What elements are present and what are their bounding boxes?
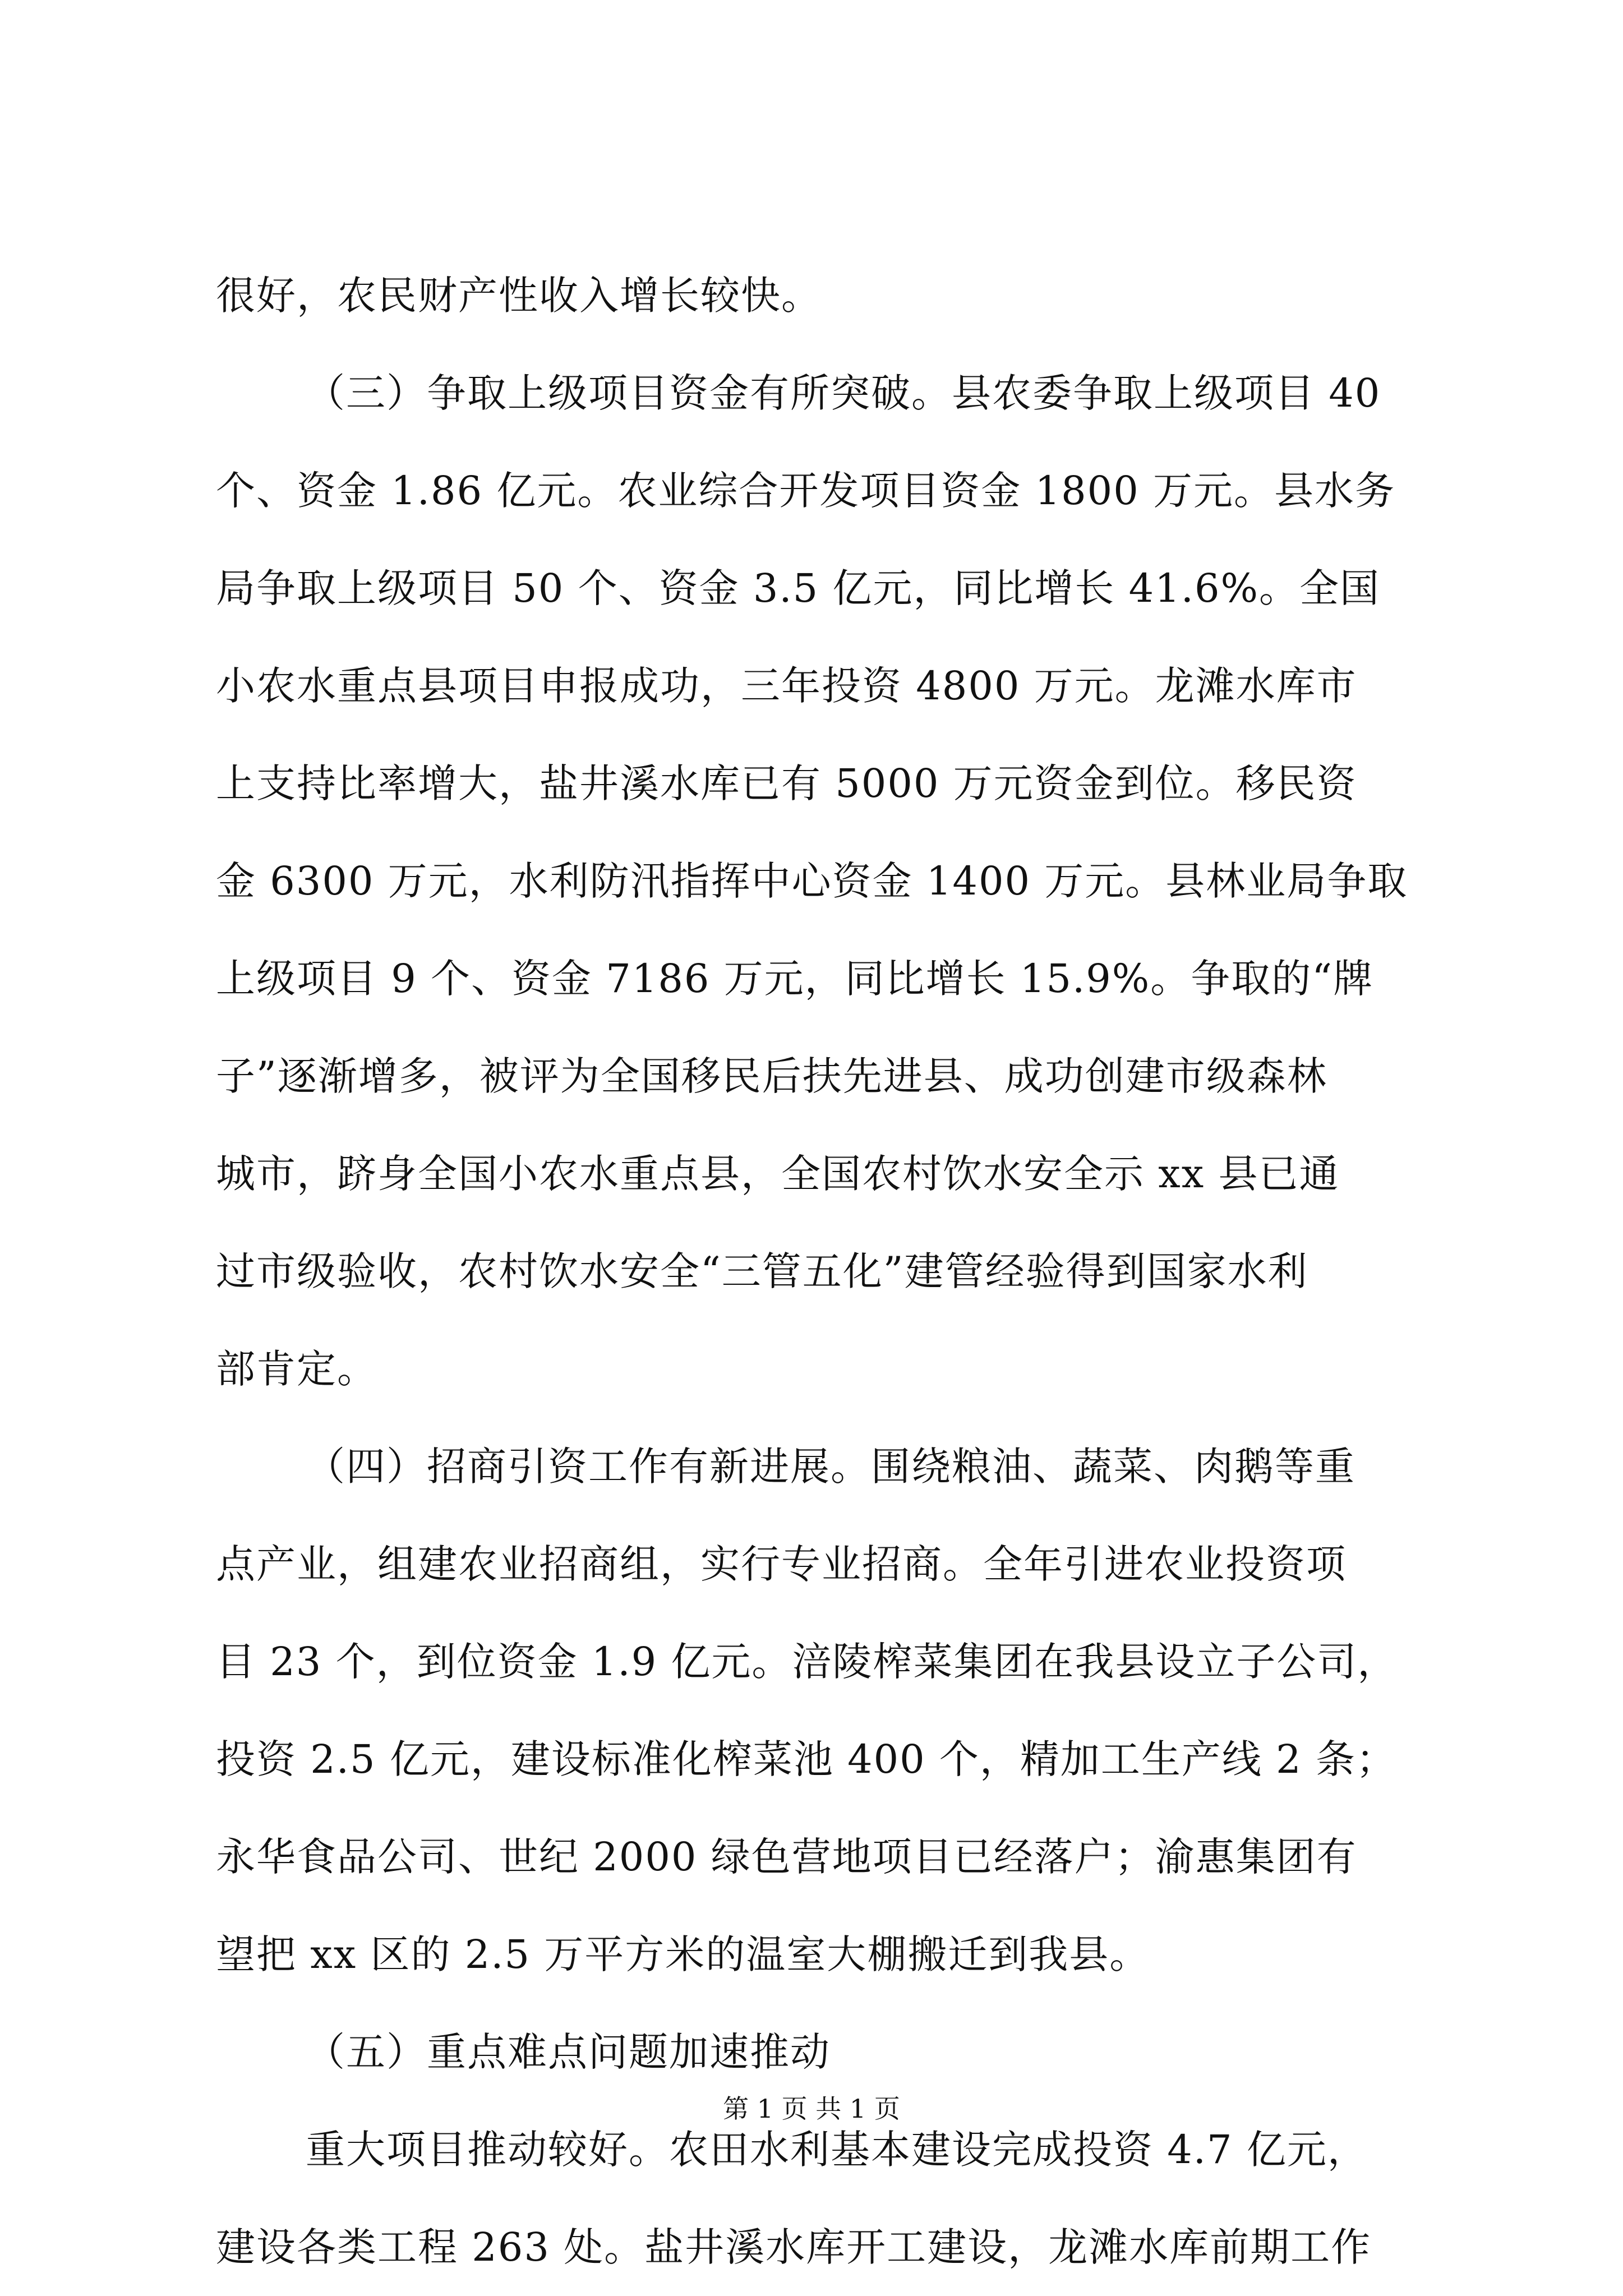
text-line: 上支持比率增大，盐井溪水库已有 5000 万元资金到位。移民资 <box>216 760 1357 806</box>
page-number: 第 1 页 共 1 页 <box>723 2094 900 2124</box>
body-text <box>216 247 1427 2296</box>
text-line: 金 6300 万元，水利防汛指挥中心资金 1400 万元。县林业局争取 <box>216 858 1408 904</box>
text-line: 上级项目 9 个、资金 7186 万元，同比增长 15.9%。争取的“牌 <box>216 956 1374 1002</box>
page-footer <box>0 2092 1623 2126</box>
text-line: 子”逐渐增多，被评为全国移民后扶先进县、成功创建市级森林 <box>216 1053 1327 1099</box>
text-line: 望把 xx 区的 2.5 万平方米的温室大棚搬迁到我县。 <box>216 1931 1150 1977</box>
text-line: （五）重点难点问题加速推动 <box>306 2029 831 2075</box>
text-line: （三）争取上级项目资金有所突破。县农委争取上级项目 40 <box>306 370 1381 416</box>
text-line: 永华食品公司、世纪 2000 绿色营地项目已经落户；渝惠集团有 <box>216 1834 1357 1880</box>
text-line: 建设各类工程 263 处。盐井溪水库开工建设，龙滩水库前期工作 <box>216 2224 1372 2270</box>
text-line: 目 23 个，到位资金 1.9 亿元。涪陵榨菜集团在我县设立子公司， <box>216 1639 1398 1685</box>
text-line: 过市级验收，农村饮水安全“三管五化”建管经验得到国家水利 <box>216 1248 1308 1294</box>
text-line: 部肯定。 <box>216 1346 377 1392</box>
text-line: 局争取上级项目 50 个、资金 3.5 亿元，同比增长 41.6%。全国 <box>216 565 1381 611</box>
text-line: 个、资金 1.86 亿元。农业综合开发项目资金 1800 万元。县水务 <box>216 468 1396 514</box>
text-line: 重大项目推动较好。农田水利基本建设完成投资 4.7 亿元， <box>306 2127 1368 2173</box>
text-line: （四）招商引资工作有新进展。围绕粮油、蔬菜、肉鹅等重 <box>306 1444 1355 1490</box>
text-line: 小农水重点县项目申报成功，三年投资 4800 万元。龙滩水库市 <box>216 663 1357 709</box>
text-line: 城市，跻身全国小农水重点县，全国农村饮水安全示 xx 县已通 <box>216 1151 1340 1197</box>
text-line: 很好，农民财产性收入增长较快。 <box>216 273 822 319</box>
text-line: 投资 2.5 亿元，建设标准化榨菜池 400 个，精加工生产线 2 条； <box>216 1736 1396 1782</box>
text-line: 点产业，组建农业招商组，实行专业招商。全年引进农业投资项 <box>216 1541 1347 1587</box>
